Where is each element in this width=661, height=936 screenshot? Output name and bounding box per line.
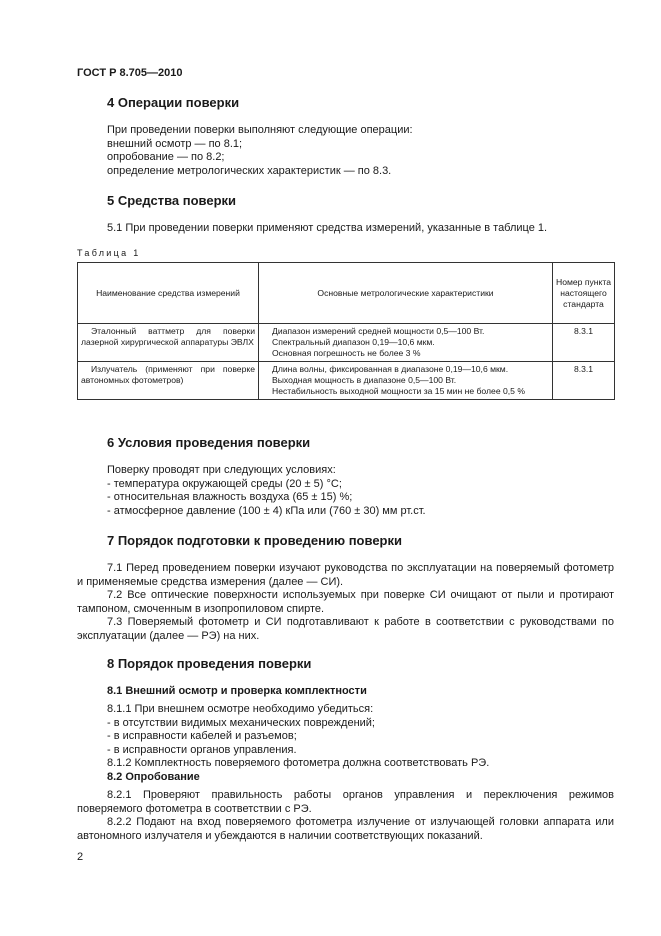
s82-paragraph-1: 8.2.1 Проверяют правильность работы органов управления и переключения режимов поверяемого фотометра в соответствии с РЭ.: [77, 789, 614, 815]
s82-paragraph-2: 8.2.2 Подают на вход поверяемого фотометра излучение от излучающей головки аппарата или автономного излучателя и убеждаются в наличии соответствующих показаний.: [77, 816, 614, 842]
s7-paragraph-3: 7.3 Поверяемый фотометр и СИ подготавливают к работе в соответствии с руководствами по эксплуатации (далее — РЭ) на них.: [77, 616, 614, 642]
section-8-1-body: [107, 703, 489, 771]
s81-line: 8.1.1 При внешнем осмотре необходимо убедиться:: [107, 703, 374, 715]
cell-characteristics: [259, 324, 553, 362]
cell-name: Эталонный ваттметр для поверки лазерной хирургической аппаратуры ЭВЛХ: [78, 324, 259, 362]
s81-line: - в отсутствии видимых механических повреждений;: [107, 716, 375, 729]
col-header-clause: Номер пункта настоящего стандарта: [553, 263, 615, 324]
char-line: Выходная мощность в диапазоне 0,5—100 Вт.: [272, 375, 457, 385]
section-6-body: [107, 464, 426, 518]
table-caption: Таблица 1: [77, 248, 141, 258]
s5-paragraph: 5.1 При проведении поверки применяют средства измерений, указанные в таблице 1.: [107, 222, 548, 234]
subsection-8-2-title: 8.2 Опробование: [107, 771, 200, 783]
s4-line: определение метрологических характеристик — по 8.3.: [107, 164, 392, 177]
col-header-name: Наименование средства измерений: [78, 263, 259, 324]
char-line: Спектральный диапазон 0,19—10,6 мкм.: [272, 337, 435, 347]
s4-line: При проведении поверки выполняют следующие операции:: [107, 124, 413, 136]
section-8-title: 8 Порядок проведения поверки: [107, 656, 312, 671]
cell-clause: 8.3.1: [553, 324, 615, 362]
table-row: [78, 324, 615, 362]
table-header-row: [78, 263, 615, 324]
table-1: [77, 262, 615, 400]
char-line: Нестабильность выходной мощности за 15 мин не более 0,5 %: [272, 386, 525, 396]
section-6-title: 6 Условия проведения поверки: [107, 435, 311, 450]
section-4-body: [107, 124, 413, 178]
s6-line: - температура окружающей среды (20 ± 5) °С;: [107, 477, 342, 490]
section-5-title: 5 Средства поверки: [107, 193, 237, 208]
char-line: Диапазон измерений средней мощности 0,5—100 Вт.: [272, 326, 485, 336]
s4-line: опробование — по 8.2;: [107, 151, 225, 164]
cell-clause: 8.3.1: [553, 362, 615, 400]
s7-paragraph-2: 7.2 Все оптические поверхности используемых при поверке СИ очищают от пыли и протирают тампоном, смоченным в изопропиловом спирте.: [77, 589, 614, 615]
s7-paragraph-1: 7.1 Перед проведением поверки изучают руководства по эксплуатации на поверяемый фотометр и применяемые средства измерения (далее — СИ).: [77, 562, 614, 588]
cell-name: Излучатель (применяют при поверке автономных фотометров): [78, 362, 259, 400]
s6-line: - относительная влажность воздуха (65 ± 15) %;: [107, 491, 353, 504]
cell-characteristics: [259, 362, 553, 400]
table-row: [78, 362, 615, 400]
s6-line: Поверку проводят при следующих условиях:: [107, 464, 336, 476]
s81-line: - в исправности кабелей и разъемов;: [107, 730, 297, 743]
document-header: ГОСТ Р 8.705—2010: [77, 67, 183, 79]
page-number: 2: [77, 851, 84, 863]
subsection-8-1-title: 8.1 Внешний осмотр и проверка комплектности: [107, 685, 367, 697]
s6-line: - атмосферное давление (100 ± 4) кПа или (760 ± 30) мм рт.ст.: [107, 504, 426, 517]
section-7-title: 7 Порядок подготовки к проведению поверки: [107, 533, 402, 548]
s81-line: 8.1.2 Комплектность поверяемого фотометра должна соответствовать РЭ.: [107, 757, 490, 770]
section-4-title: 4 Операции поверки: [107, 95, 240, 110]
char-line: Длина волны, фиксированная в диапазоне 0,19—10,6 мкм.: [272, 364, 509, 374]
s4-line: внешний осмотр — по 8.1;: [107, 137, 243, 150]
s81-line: - в исправности органов управления.: [107, 743, 297, 756]
col-header-characteristics: Основные метрологические характеристики: [259, 263, 553, 324]
char-line: Основная погрешность не более 3 %: [272, 348, 421, 358]
